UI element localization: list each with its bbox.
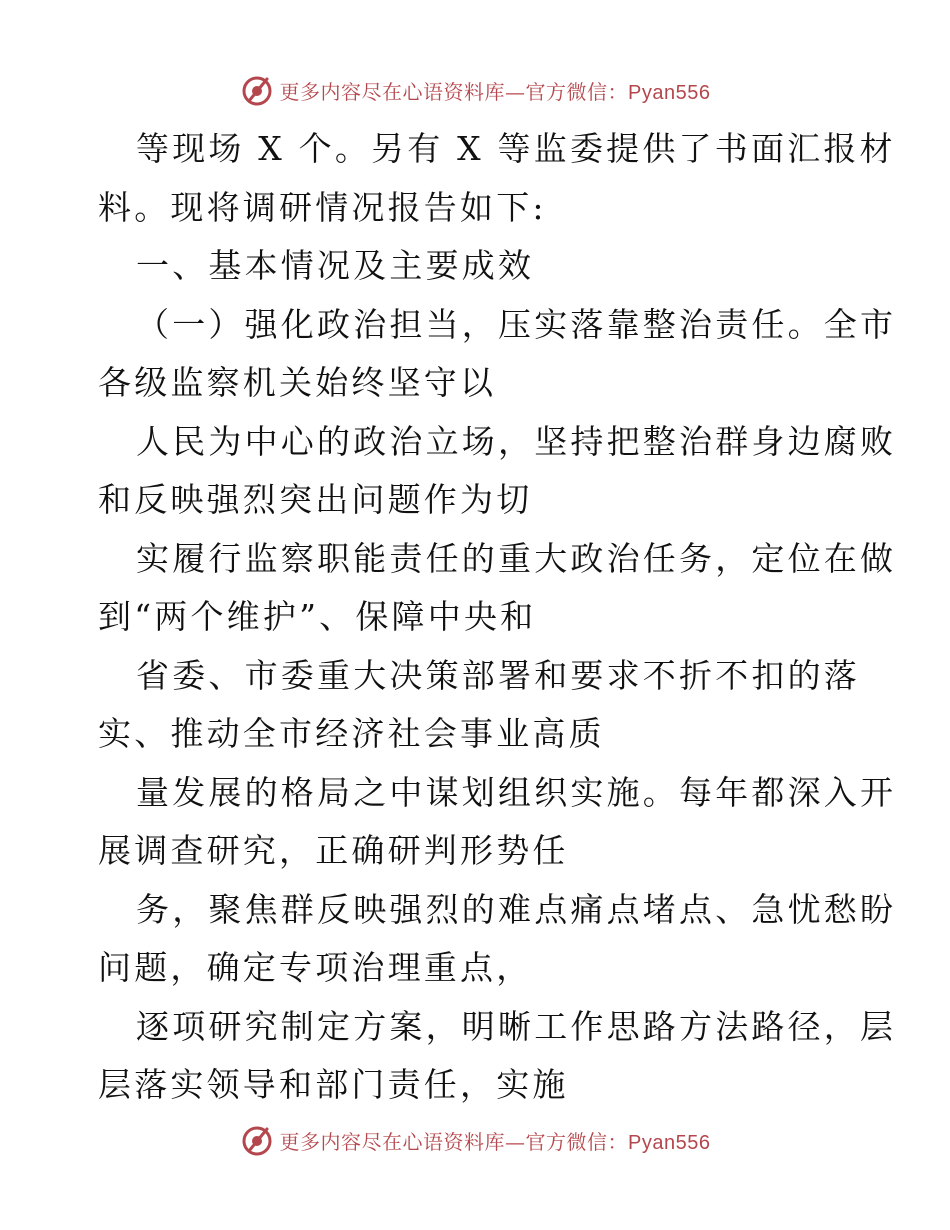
text-line: 问题，确定专项治理重点，	[98, 948, 533, 987]
text-line: 省委、市委重大决策部署和要求不折不扣的落	[136, 655, 860, 695]
watermark-banner-top	[0, 70, 950, 110]
section-heading: 一、基本情况及主要成效	[136, 246, 535, 285]
text-line: 人民为中心的政治立场，坚持把整治群身边腐败	[136, 421, 897, 461]
watermark-text: 更多内容尽在心语资料库—官方微信：Pyan556	[279, 1129, 711, 1154]
red-ink-brush-logo-icon	[240, 1123, 274, 1157]
text-line: 实、推动全市经济社会事业高质	[98, 714, 605, 753]
text-line: 量发展的格局之中谋划组织实施。每年都深入开	[136, 772, 897, 812]
text-line: 和反映强烈突出问题作为切	[98, 480, 533, 519]
red-ink-brush-logo-icon	[240, 73, 274, 107]
text-line: 实履行监察职能责任的重大政治任务，定位在做	[136, 538, 897, 578]
text-line: 展调查研究，正确研判形势任	[98, 831, 569, 870]
text-line: 各级监察机关始终坚守以	[98, 363, 497, 402]
watermark-banner-bottom	[0, 1120, 950, 1160]
document-body	[98, 120, 897, 1115]
text-line: 等现场 X 个。另有 X 等监委提供了书面汇报材	[136, 129, 896, 168]
subsection-heading: （一）强化政治担当，压实落靠整治责任。全市	[136, 304, 897, 344]
text-line: 逐项研究制定方案，明晰工作思路方法路径，层	[136, 1006, 897, 1046]
watermark-text: 更多内容尽在心语资料库—官方微信：Pyan556	[279, 79, 711, 104]
text-line: 到“两个维护”、保障中央和	[98, 597, 537, 636]
text-line: 层落实领导和部门责任，实施	[98, 1065, 569, 1104]
text-line: 务，聚焦群反映强烈的难点痛点堵点、急忧愁盼	[136, 889, 897, 929]
text-line: 料。现将调研情况报告如下:	[98, 187, 547, 227]
